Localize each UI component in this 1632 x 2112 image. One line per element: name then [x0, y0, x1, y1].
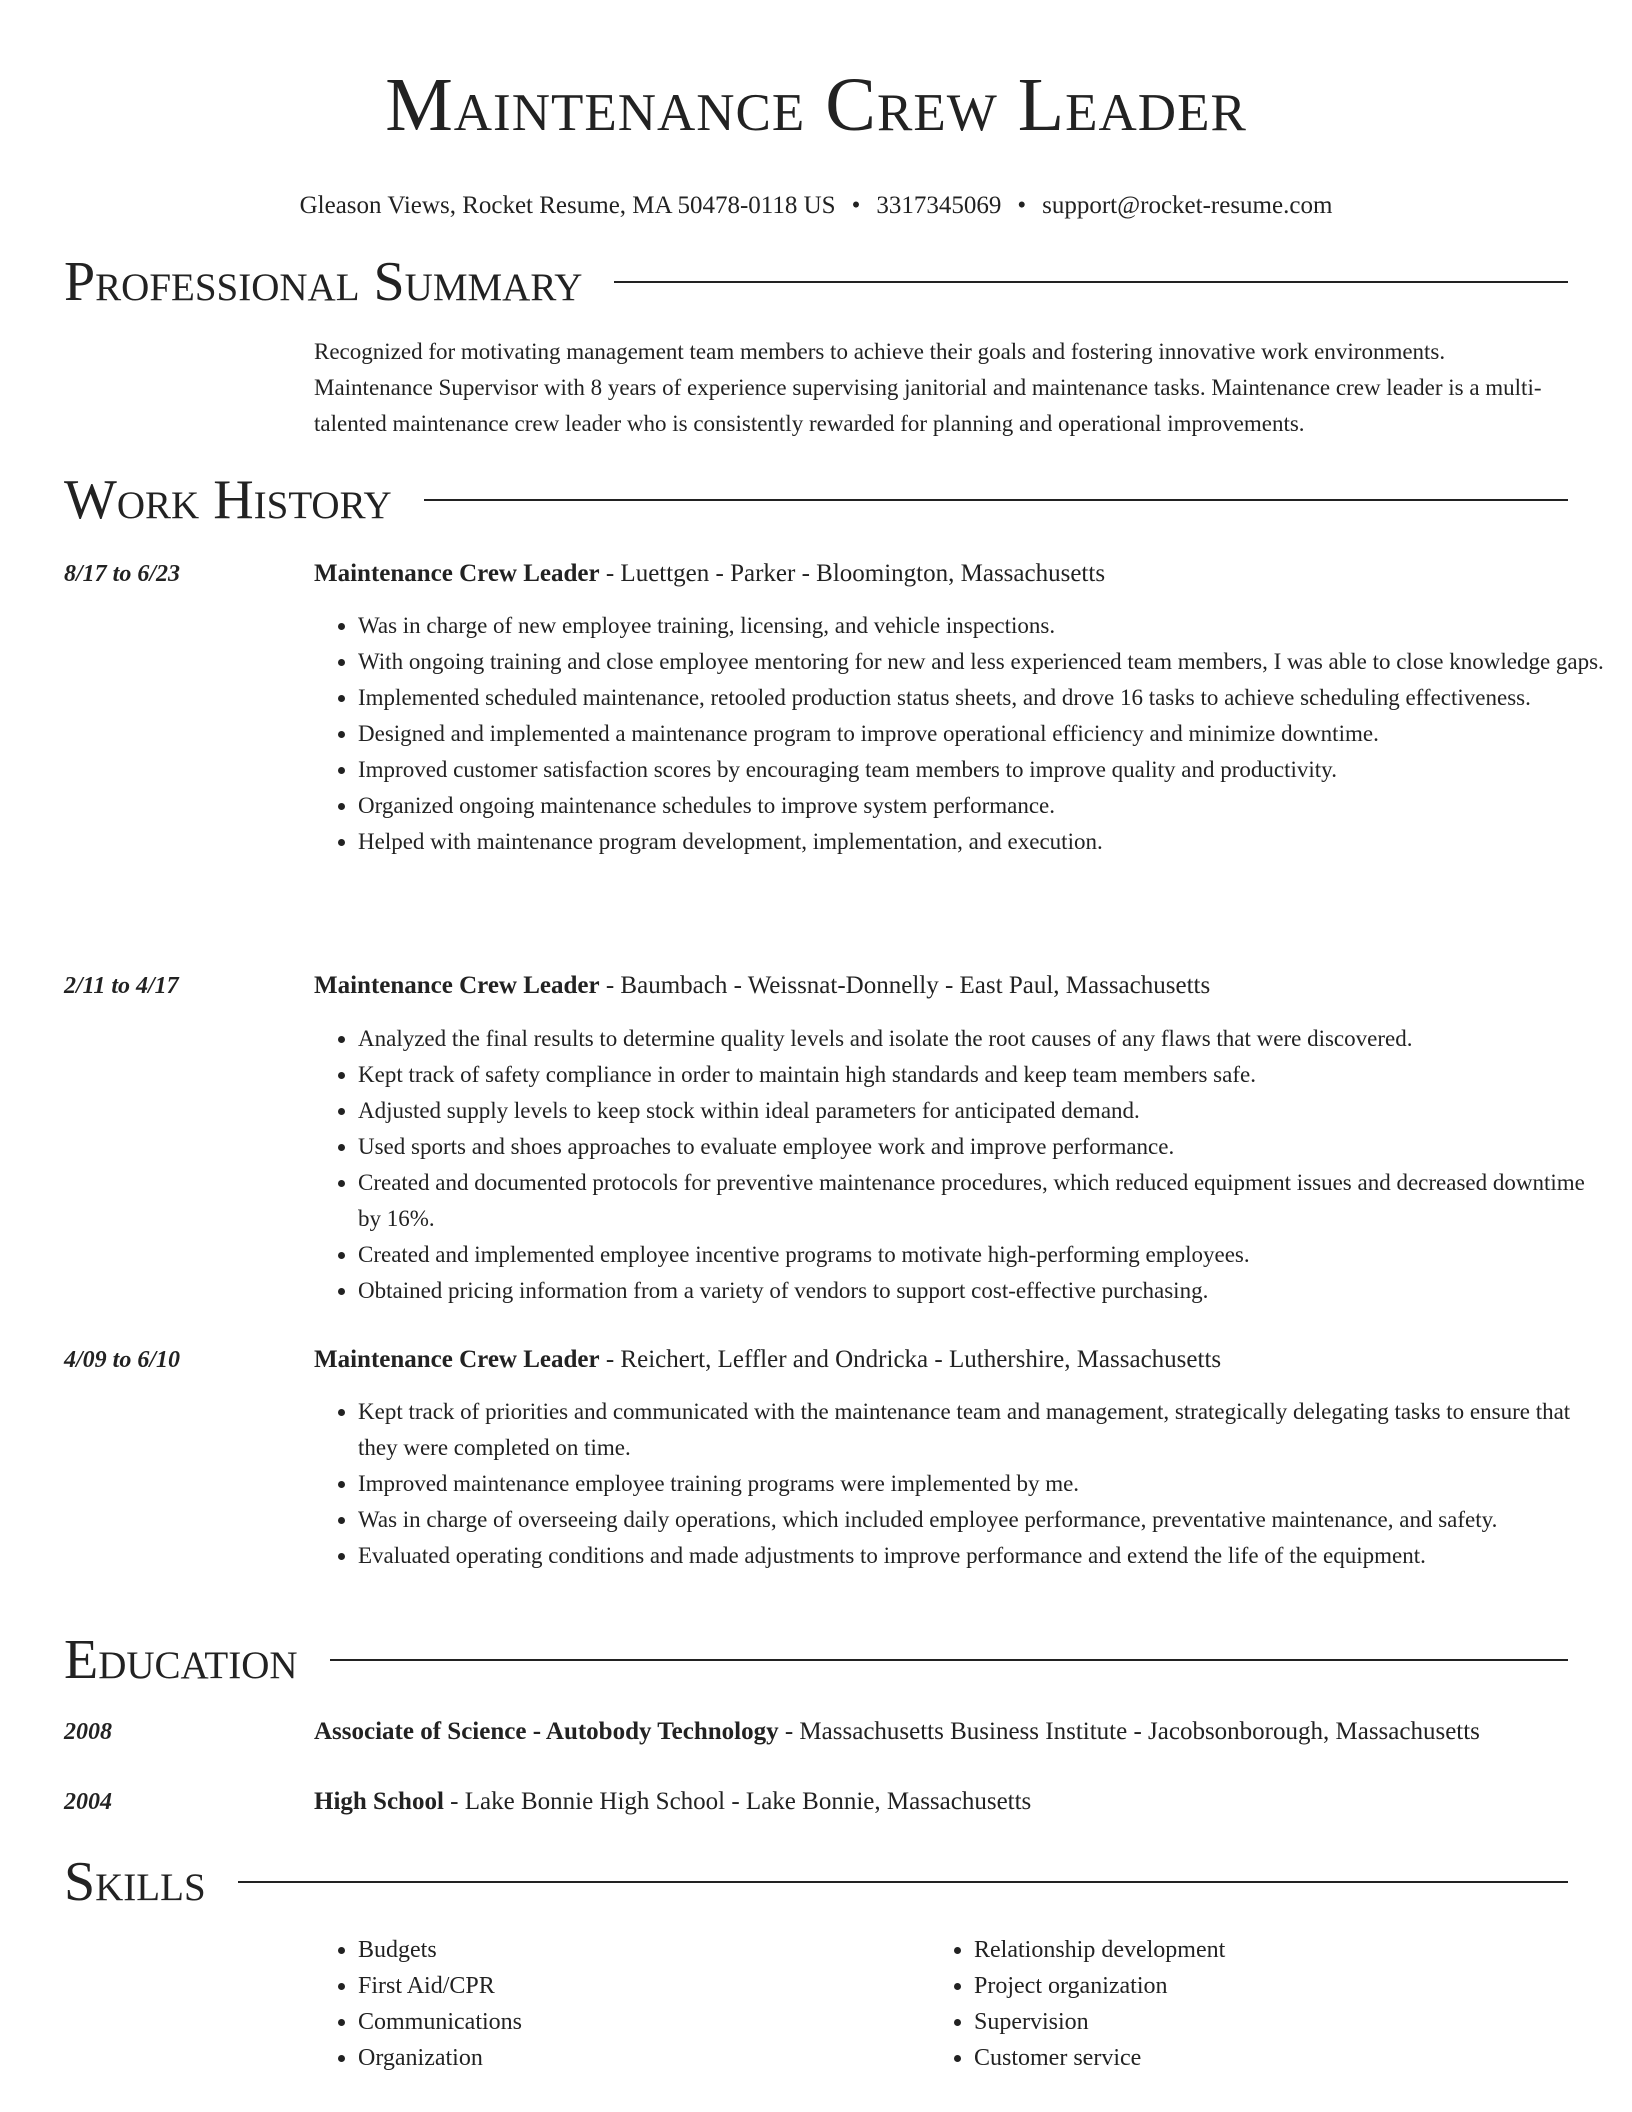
list-item: • Helped with maintenance program development, implementation, and execution. — [358, 824, 1612, 860]
contact-address: Gleason Views, Rocket Resume, MA 50478-0118 US — [299, 192, 836, 219]
work-heading: Work History — [64, 469, 392, 531]
list-item: • Improved customer satisfaction scores by encouraging team members to improve quality and productivity. — [358, 752, 1612, 788]
summary-section-heading — [64, 250, 1568, 314]
skills-heading: Skills — [64, 1851, 206, 1913]
contact-separator: • — [851, 192, 861, 219]
section-divider — [424, 499, 1568, 501]
list-item: • Organized ongoing maintenance schedules to improve system performance. — [358, 788, 1612, 824]
list-item: • Was in charge of overseeing daily operations, which included employee performance, preventative maintenance, and safety. — [358, 1502, 1612, 1538]
education-year: 2008 — [64, 1719, 112, 1745]
skill-item: • Relationship development — [974, 1932, 1574, 1968]
section-divider — [238, 1881, 1568, 1883]
education-degree: Associate of Science - Autobody Technology — [314, 1718, 779, 1745]
job-title: Maintenance Crew Leader — [314, 972, 600, 999]
job-heading — [314, 968, 1568, 1004]
list-item: • Created and documented protocols for preventive maintenance procedures, which reduced equipment issues and decreased downtime by 16%. — [358, 1165, 1612, 1237]
skill-item: • Communications — [358, 2004, 918, 2040]
contact-email[interactable]: support@rocket-resume.com — [1042, 192, 1333, 219]
skill-item: • Budgets — [358, 1932, 918, 1968]
list-item: • Implemented scheduled maintenance, retooled production status sheets, and drove 16 tasks to achieve scheduling effectiveness. — [358, 680, 1612, 716]
section-divider — [330, 1659, 1568, 1661]
job-details: - Luettgen - Parker - Bloomington, Massachusetts — [599, 560, 1106, 587]
job-dates: 2/11 to 4/17 — [64, 973, 179, 999]
work-section-heading — [64, 468, 1568, 532]
list-item: • Designed and implemented a maintenance program to improve operational efficiency and minimize downtime. — [358, 716, 1612, 752]
list-item: • Kept track of safety compliance in order to maintain high standards and keep team members safe. — [358, 1057, 1612, 1093]
skill-item: • Supervision — [974, 2004, 1574, 2040]
job-dates: 8/17 to 6/23 — [64, 561, 181, 587]
list-item: • Evaluated operating conditions and made adjustments to improve performance and extend the life of the equipment. — [358, 1538, 1612, 1574]
job-bullets — [314, 1021, 1612, 1309]
job-dates: 4/09 to 6/10 — [64, 1347, 181, 1373]
skill-item: • First Aid/CPR — [358, 1968, 918, 2004]
education-details: - Massachusetts Business Institute - Jacobsonborough, Massachusetts — [778, 1718, 1480, 1745]
job-bullets — [314, 608, 1612, 860]
list-item: • Improved maintenance employee training programs were implemented by me. — [358, 1466, 1612, 1502]
job-heading — [314, 556, 1568, 592]
list-item: • Analyzed the final results to determine quality levels and isolate the root causes of any flaws that were discovered. — [358, 1021, 1612, 1057]
contact-phone: 3317345069 — [876, 192, 1002, 219]
skills-section-heading — [64, 1850, 1568, 1914]
job-title: Maintenance Crew Leader — [314, 1346, 600, 1373]
summary-heading: Professional Summary — [64, 251, 583, 313]
resume-header — [0, 60, 1632, 222]
skills-list-left — [314, 1932, 918, 2076]
section-divider — [614, 281, 1568, 283]
job-details: - Reichert, Leffler and Ondricka - Luthershire, Massachusetts — [599, 1346, 1222, 1373]
education-heading: Education — [64, 1629, 298, 1691]
contact-line — [0, 190, 1632, 222]
job-title: Maintenance Crew Leader — [314, 560, 600, 587]
contact-separator: • — [1017, 192, 1027, 219]
list-item: • With ongoing training and close employee mentoring for new and less experienced team members, I was able to close knowledge gaps. — [358, 644, 1612, 680]
education-section-heading — [64, 1628, 1568, 1692]
list-item: • Was in charge of new employee training, licensing, and vehicle inspections. — [358, 608, 1612, 644]
list-item: • Created and implemented employee incentive programs to motivate high-performing employees. — [358, 1237, 1612, 1273]
education-details: - Lake Bonnie High School - Lake Bonnie, Massachusetts — [443, 1788, 1032, 1815]
candidate-name: Maintenance Crew Leader — [385, 63, 1247, 147]
education-year: 2004 — [64, 1789, 112, 1815]
job-bullets — [314, 1394, 1612, 1574]
list-item: • Obtained pricing information from a variety of vendors to support cost-effective purchasing. — [358, 1273, 1612, 1309]
list-item: • Adjusted supply levels to keep stock within ideal parameters for anticipated demand. — [358, 1093, 1612, 1129]
job-details: - Baumbach - Weissnat-Donnelly - East Paul, Massachusetts — [599, 972, 1211, 999]
education-degree: High School — [314, 1788, 444, 1815]
education-entry — [314, 1784, 1568, 1820]
list-item: • Used sports and shoes approaches to evaluate employee work and improve performance. — [358, 1129, 1612, 1165]
list-item: • Kept track of priorities and communicated with the maintenance team and management, strategically delegating tasks to ensure that they were completed on time. — [358, 1394, 1612, 1466]
job-heading — [314, 1342, 1568, 1378]
skill-item: • Organization — [358, 2040, 918, 2076]
education-entry — [314, 1714, 1568, 1750]
skill-item: • Project organization — [974, 1968, 1574, 2004]
skill-item: • Customer service — [974, 2040, 1574, 2076]
skills-list-right — [930, 1932, 1574, 2076]
summary-text: Recognized for motivating management team members to achieve their goals and fostering innovative work environments. Maintenance Supervisor with 8 years of experience supervising janitorial and maintenance tasks. Maintenance crew leader is a multi-talented maintenance crew leader who is consistently rewarded for planning and operational improvements. — [314, 339, 1542, 436]
